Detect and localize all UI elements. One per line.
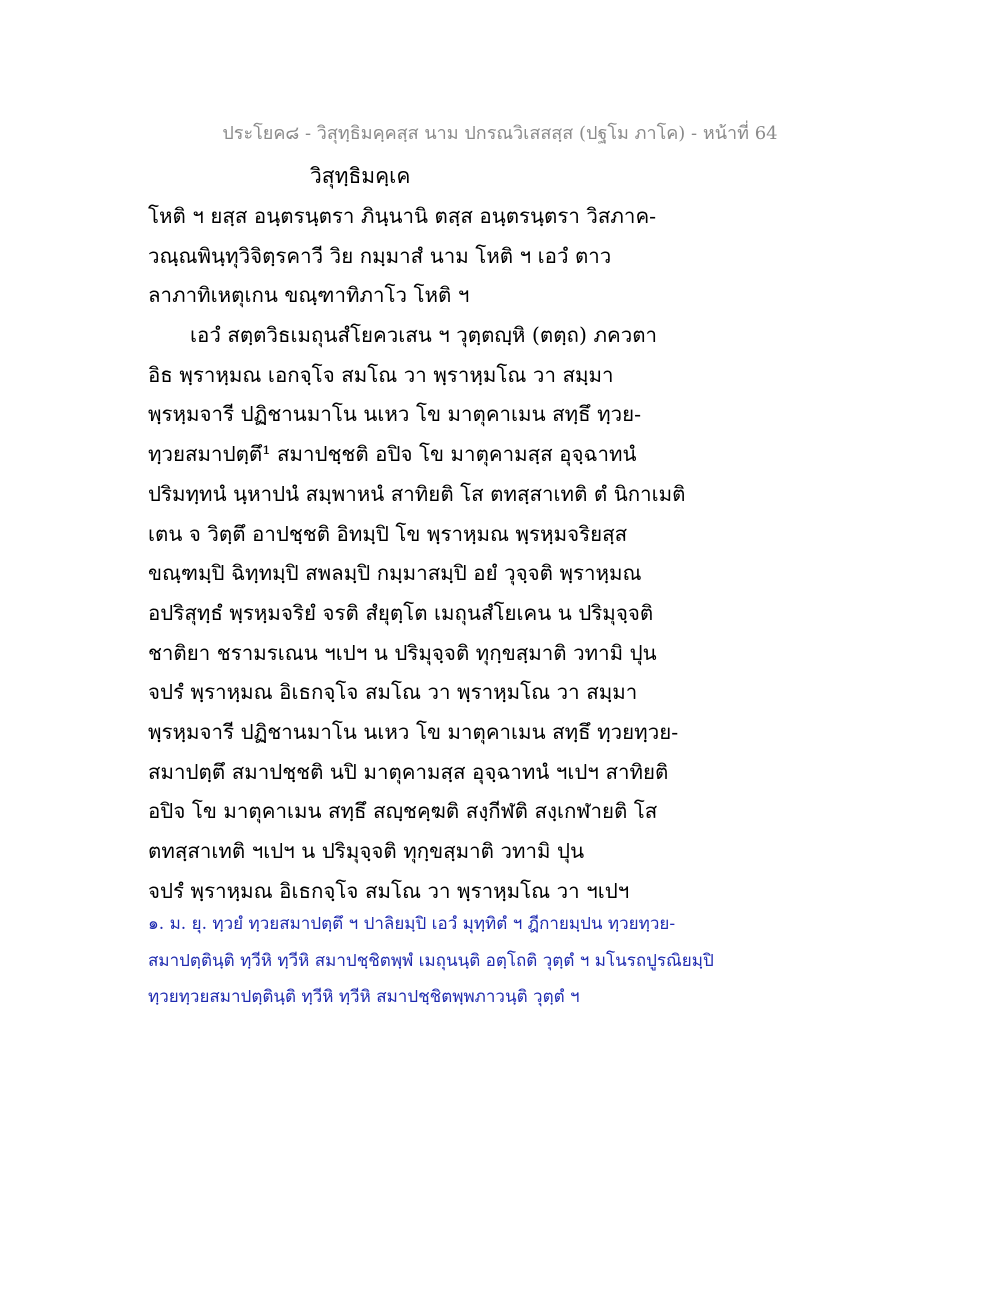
text-line: ลาภาทิเหตุเกน ขณฺฑาทิภาโว โหติ ฯ	[148, 283, 470, 308]
text-line: เตน จ วิตฺตึ อาปชฺชติ อิทมฺปิ โข พฺราหฺมณ พฺรหฺมจริยสฺส	[148, 521, 628, 546]
text-line: จปรํ พฺราหฺมณ อิเธกจฺโจ สมโณ วา พฺราหฺมโณ วา สมฺมา	[148, 680, 638, 705]
text-line: ปริมทฺทนํ นฺหาปนํ สมฺพาหนํ สาทิยติ โส ตทสฺสาเทติ ตํ นิกาเมติ	[148, 481, 686, 506]
text-line: อปิจ โข มาตุคาเมน สทฺธึ สญฺชคฺฆติ สงฺกีฬติ สงฺเกฬายติ โส	[148, 799, 658, 824]
text-line: ตทสฺสาเทติ ฯเปฯ น ปริมุจฺจติ ทุกฺขสฺมาติ วทามิ ปุน	[148, 839, 585, 863]
book-title: วิสุทฺธิมคฺเค	[310, 164, 411, 188]
text-line: พฺรหฺมจารี ปฏิชานมาโน นเหว โข มาตุคาเมน สทฺธึ ทฺวย-	[148, 402, 642, 427]
text-line: วณฺณพินฺทุวิจิตฺรคาวี วิย กมฺมาสํ นาม โหติ ฯ เอวํ ตาว	[148, 243, 612, 268]
text-line: อปริสุทฺธํ พฺรหฺมจริยํ จรติ สํยุตฺโต เมถุนสํโยเคน น ปริมุจฺจติ	[148, 600, 654, 625]
text-line: สมาปตฺตึ สมาปชฺชติ นปิ มาตุคามสฺส อุจฺฉาทนํ ฯเปฯ สาทิยติ	[148, 759, 669, 784]
footnote-line: ๑. ม. ยุ. ทฺวยํ ทฺวยสมาปตฺตึ ฯ ปาลิยมฺปิ เอวํ มุทฺทิตํ ฯ ฎีกายมฺปน ทฺวยทฺวย-	[148, 914, 676, 934]
text-line: ทฺวยสมาปตฺตึ¹ สมาปชฺชติ อปิจ โข มาตุคามสฺส อุจฺฉาทนํ	[148, 442, 637, 467]
footnotes	[148, 906, 748, 1016]
text-line: อิธ พฺราหฺมณ เอกจฺโจ สมโณ วา พฺราหฺมโณ วา สมฺมา	[148, 362, 614, 387]
paragraph-start-line: เอวํ สตฺตวิธเมถุนสํโยควเสน ฯ วุตฺตญฺหิ (ตตฺถ) ภควตา	[190, 323, 658, 348]
footnote-line: ทฺวยทฺวยสมาปตฺตินฺติ ทฺวีหิ ทฺวีหิ สมาปชฺชิตพฺพภาวนฺติ วุตฺตํ ฯ	[148, 987, 580, 1007]
text-line: พฺรหฺมจารี ปฏิชานมาโน นเหว โข มาตุคาเมน สทฺธึ ทฺวยทฺวย-	[148, 719, 679, 744]
text-line: โหติ ฯ ยสฺส อนฺตรนฺตรา ภินฺนานิ ตสฺส อนฺตรนฺตรา วิสภาค-	[148, 204, 657, 228]
page-header: ประโยค๘ - วิสุทฺธิมคฺคสฺส นาม ปกรณวิเสสสฺส (ปฐโม ภาโค) - หน้าที่ 64	[222, 123, 778, 144]
text-line: จปรํ พฺราหฺมณ อิเธกจฺโจ สมโณ วา พฺราหฺมโณ วา ฯเปฯ	[148, 878, 630, 903]
footnote-line: สมาปตฺตินฺติ ทฺวีหิ ทฺวีหิ สมาปชฺชิตพฺพํ เมถุนนฺติ อตฺโถติ วุตฺตํ ฯ มโนรถปูรณิยมฺปิ	[148, 950, 714, 971]
body-text	[148, 197, 708, 911]
text-line: ขณฺฑมฺปิ ฉิทฺทมฺปิ สพลมฺปิ กมฺมาสมฺปิ อยํ วุจฺจติ พฺราหฺมณ	[148, 561, 642, 586]
text-line: ชาติยา ชรามรเณน ฯเปฯ น ปริมุจฺจติ ทุกฺขสฺมาติ วทามิ ปุน	[148, 640, 657, 665]
